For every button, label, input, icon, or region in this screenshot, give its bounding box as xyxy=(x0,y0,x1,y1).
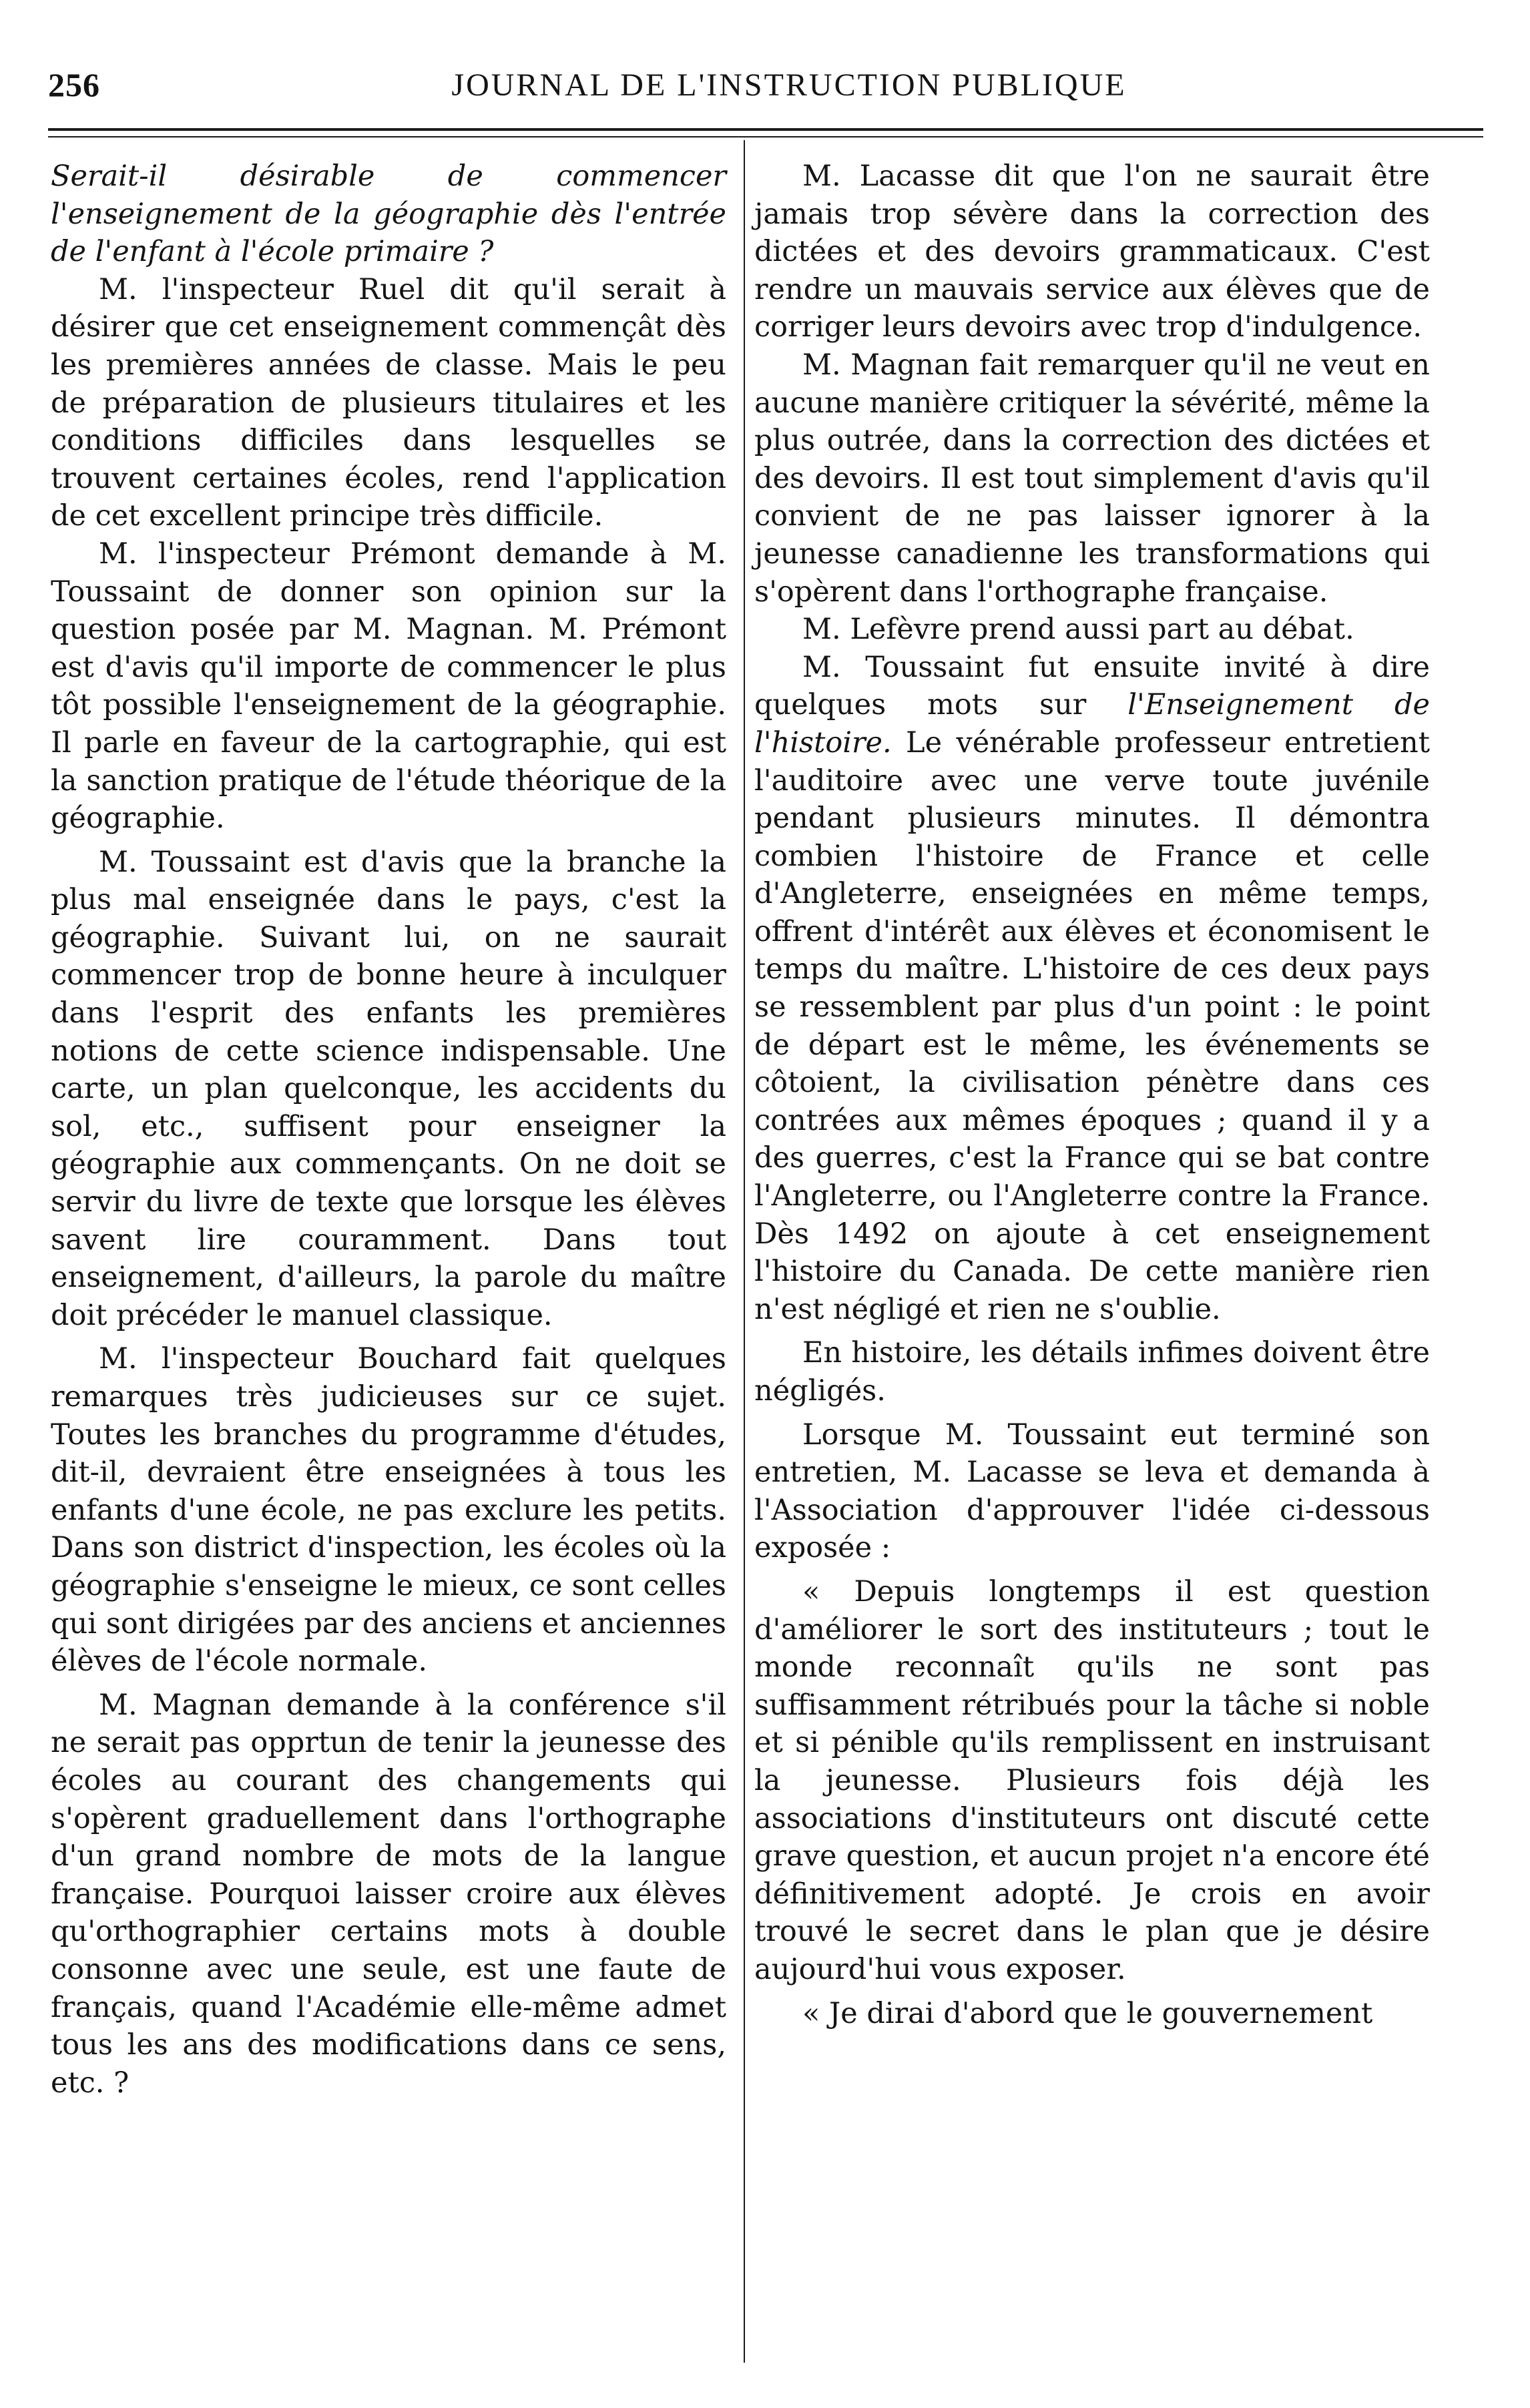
header-rule-thin xyxy=(48,136,1483,137)
running-head: JOURNAL DE L'INSTRUCTION PUBLIQUE xyxy=(451,67,1127,103)
paragraph: « Je dirai d'abord que le gouvernement xyxy=(802,1996,1373,2030)
paragraph xyxy=(754,649,1430,1329)
paragraph-italic: l'Enseignement de l'histoire. xyxy=(754,688,1430,760)
right-column xyxy=(754,158,1430,2032)
paragraph: M. Magnan fait remarquer qu'il ne veut en aucune manière critiquer la sévérité, même la plus outrée, dans la correction des dictées et des devoirs. Il est tout simplement d'avis qu'il convient de ne pas laisser ignorer à la jeunesse canadienne les transformations qui s'opèrent dans l'orthographe française. xyxy=(754,348,1430,609)
column-divider xyxy=(744,140,745,2363)
page-header xyxy=(48,65,1483,112)
paragraph: M. l'inspecteur Ruel dit qu'il serait à désirer que cet enseignement commençât dès les premières années de classe. Mais le peu de préparation de plusieurs titulaires et les conditions difficiles dans lesquelles se trouvent certaines écoles, rend l'application de cet excellent principe très difficile. xyxy=(51,272,726,533)
paragraph: « Depuis longtemps il est question d'améliorer le sort des instituteurs ; tout le monde reconnaît qu'ils ne sont pas suffisamment rétribués pour la tâche si noble et si pénible qu'ils remplissent en instruisant la jeunesse. Plusieurs fois déjà les associations d'instituteurs ont discuté cette grave question, et aucun projet n'a encore été définitivement adopté. Je crois en avoir trouvé le secret dans le plan que je désire aujourd'hui vous exposer. xyxy=(754,1574,1430,1986)
paragraph: M. Magnan demande à la conférence s'il ne serait pas opprtun de tenir la jeunesse des écoles au courant des changements qui s'opèrent graduellement dans l'orthographe d'un grand nombre de mots de la langue française. Pourquoi laisser croire aux élèves qu'orthographier certains mots à double consonne avec une seule, est une faute de français, quand l'Académie elle-même admet tous les ans des modifications dans ce sens, etc. ? xyxy=(51,1688,726,2100)
paragraph: Lorsque M. Toussaint eut terminé son entretien, M. Lacasse se leva et demanda à l'Association d'approuver l'idée ci-dessous exposée : xyxy=(754,1418,1430,1565)
left-column xyxy=(51,158,726,2102)
paragraph: M. Lefèvre prend aussi part au débat. xyxy=(802,613,1354,647)
paragraph-text: Le vénérable professeur entretient l'auditoire avec une verve toute juvénile pendant plusieurs minutes. Il démontra combien l'histoire de France et celle d'Angleterre, enseignées en même temps, offrent d'intérêt aux élèves et économisent le temps du maître. L'histoire de ces deux pays se ressemblent par plus d'un point : le point de départ est le même, les événements se côtoient, la civilisation pénètre dans ces contrées aux mêmes époques ; quand il y a des guerres, c'est la France qui se bat contre l'Angleterre, ou l'Angleterre contre la France. Dès 1492 on ajoute à cet enseignement l'histoire du Canada. De cette manière rien n'est négligé et rien ne s'oublie. xyxy=(754,725,1430,1326)
paragraph: M. l'inspecteur Prémont demande à M. Toussaint de donner son opinion sur la question posée par M. Magnan. M. Prémont est d'avis qu'il importe de commencer le plus tôt possible l'enseignement de la géographie. Il parle en faveur de la cartographie, qui est la sanction pratique de l'étude théorique de la géographie. xyxy=(51,537,726,836)
paragraph: M. l'inspecteur Bouchard fait quelques remarques très judicieuses sur ce sujet. Toutes les branches du programme d'études, dit-il, devraient être enseignées à tous les enfants d'une école, ne pas exclure les petits. Dans son district d'inspection, les écoles où la géographie s'enseigne le mieux, ce sont celles qui sont dirigées par des anciens et anciennes élèves de l'école normale. xyxy=(51,1342,726,1679)
section-question: Serait-il désirable de commencer l'enseignement de la géographie dès l'entrée de l'enfant à l'école primaire ? xyxy=(51,160,726,269)
paragraph: En histoire, les détails infimes doivent être négligés. xyxy=(754,1336,1430,1408)
paragraph-text: M. Toussaint fut ensuite invité à dire quelques mots sur xyxy=(754,650,1430,722)
header-rule-thick xyxy=(48,128,1483,131)
paragraph: M. Lacasse dit que l'on ne saurait être jamais trop sévère dans la correction des dictées et des devoirs grammaticaux. C'est rendre un mauvais service aux élèves que de corriger leurs devoirs avec trop d'indulgence. xyxy=(754,160,1430,344)
paragraph: M. Toussaint est d'avis que la branche la plus mal enseignée dans le pays, c'est la géographie. Suivant lui, on ne saurait commencer trop de bonne heure à inculquer dans l'esprit des enfants les premières notions de cette science indispensable. Une carte, un plan quelconque, les accidents du sol, etc., suffisent pour enseigner la géographie aux commençants. On ne doit se servir du livre de texte que lorsque les élèves savent lire couramment. Dans tout enseignement, d'ailleurs, la parole du maître doit précéder le manuel classique. xyxy=(51,845,726,1332)
page-number: 256 xyxy=(48,66,100,103)
